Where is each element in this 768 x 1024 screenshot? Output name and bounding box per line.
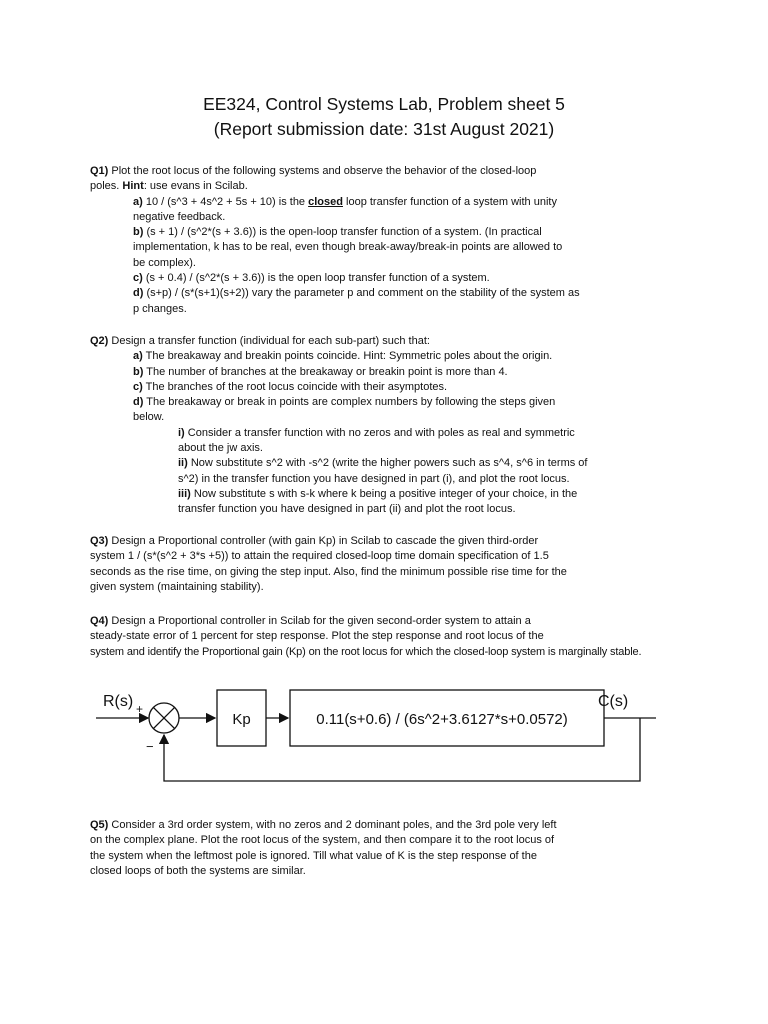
page-title: EE324, Control Systems Lab, Problem sheet 5 — [203, 94, 565, 114]
input-label: R(s) — [103, 693, 134, 710]
question-5 — [90, 818, 710, 879]
q2-part-d: d) The breakaway or break in points are complex numbers by following the steps given — [133, 396, 556, 409]
output-label: C(s) — [598, 693, 629, 710]
q2-label: Q2) — [90, 335, 109, 347]
q5-line4: closed loops of both the systems are similar. — [90, 864, 306, 877]
controller-block — [217, 690, 266, 746]
q4-label: Q4) — [90, 615, 109, 627]
q1-part-b-cont2: be complex). — [133, 256, 196, 269]
plus-sign: + — [136, 702, 144, 716]
q5-line2: on the complex plane. Plot the root locus of the system, and then compare it to the root locus of — [90, 834, 555, 847]
controller-label: Kp — [232, 711, 251, 728]
summing-junction — [149, 703, 179, 733]
q3-line1: Q3) Design a Proportional controller (with gain Kp) in Scilab to cascade the given third-order — [90, 535, 539, 547]
q2-part-d-cont: below. — [133, 411, 165, 424]
q2-part-c: c) The branches of the root locus coincide with their asymptotes. — [133, 380, 448, 393]
q1-part-d: d) (s+p) / (s*(s+1)(s+2)) vary the parameter p and comment on the stability of the system as — [133, 287, 580, 300]
q2-step-i-cont: about the jw axis. — [178, 442, 263, 455]
plant-block — [290, 690, 604, 746]
minus-sign: − — [146, 739, 154, 754]
q2-intro: Q2) Design a transfer function (individual for each sub-part) such that: — [90, 335, 430, 347]
q2-step-i: i) Consider a transfer function with no zeros and with poles as real and symmetric — [178, 426, 575, 439]
q4-line2: steady-state error of 1 percent for step response. Plot the step response and root locus of the — [90, 630, 544, 643]
summing-cross-2 — [153, 707, 174, 728]
q2-step-ii: ii) Now substitute s^2 with -s^2 (write the higher powers such as s^4, s^6 in terms of — [178, 457, 588, 470]
question-1 — [90, 164, 710, 317]
question-4 — [90, 614, 720, 660]
q5-label: Q5) — [90, 819, 109, 831]
q1-part-b: b) (s + 1) / (s^2*(s + 3.6)) is the open-loop transfer function of a system. (In practical — [133, 226, 542, 239]
q1-intro: Q1) Plot the root locus of the following systems and observe the behavior of the closed-loop — [90, 165, 537, 177]
q2-step-iii-cont: transfer function you have designed in part (ii) and plot the root locus. — [178, 503, 516, 516]
q1-part-a: a) 10 / (s^3 + 4s^2 + 5s + 10) is the closed loop transfer function of a system with unity — [133, 195, 557, 208]
q5-line3: the system when the leftmost pole is ignored. Till what value of K is the step response of the — [90, 849, 537, 862]
q2-part-a: a) The breakaway and breakin points coincide. Hint: Symmetric poles about the origin. — [133, 350, 553, 363]
feedback-path — [164, 718, 640, 781]
q1-hint: poles. Hint: use evans in Scilab. — [90, 180, 248, 193]
summing-cross-1 — [153, 707, 174, 728]
q2-step-iii: iii) Now substitute s with s-k where k being a positive integer of your choice, in the — [178, 487, 578, 500]
q1-label: Q1) — [90, 165, 109, 177]
q5-line1: Q5) Consider a 3rd order system, with no zeros and 2 dominant poles, and the 3rd pole very left — [90, 819, 557, 831]
q3-line3: seconds as the rise time, on giving the step input. Also, find the minimum possible rise time for the — [90, 565, 567, 578]
q1-part-d-cont: p changes. — [133, 302, 187, 315]
q2-step-ii-cont: s^2) in the transfer function you have designed in part (i), and plot the root locus. — [178, 472, 570, 485]
hint-label: Hint — [122, 180, 144, 193]
q4-line3: system and identify the Proportional gain (Kp) on the root locus for which the closed-loop system is marginally stable. — [90, 645, 642, 658]
q3-label: Q3) — [90, 535, 109, 547]
q1-part-a-cont: negative feedback. — [133, 210, 226, 223]
q4-line1: Q4) Design a Proportional controller in Scilab for the given second-order system to attain a — [90, 615, 531, 627]
q2-part-b: b) The number of branches at the breakaway or breakin point is more than 4. — [133, 365, 508, 378]
closed-emphasis: closed — [308, 195, 343, 208]
q3-line4: given system (maintaining stability). — [90, 580, 264, 593]
q3-line2: system 1 / (s*(s^2 + 3*s +5)) to attain the required closed-loop time domain specification of 1.5 — [90, 550, 549, 563]
question-2 — [90, 334, 710, 518]
page-subtitle: (Report submission date: 31st August 2021) — [213, 119, 555, 139]
question-3 — [90, 534, 710, 595]
plant-label: 0.11(s+0.6) / (6s^2+3.6127*s+0.0572) — [316, 711, 568, 728]
q1-part-b-cont: implementation, k has to be real, even though break-away/break-in points are allowed to — [133, 241, 563, 254]
q1-part-c: c) (s + 0.4) / (s^2*(s + 3.6)) is the open loop transfer function of a system. — [133, 272, 490, 285]
